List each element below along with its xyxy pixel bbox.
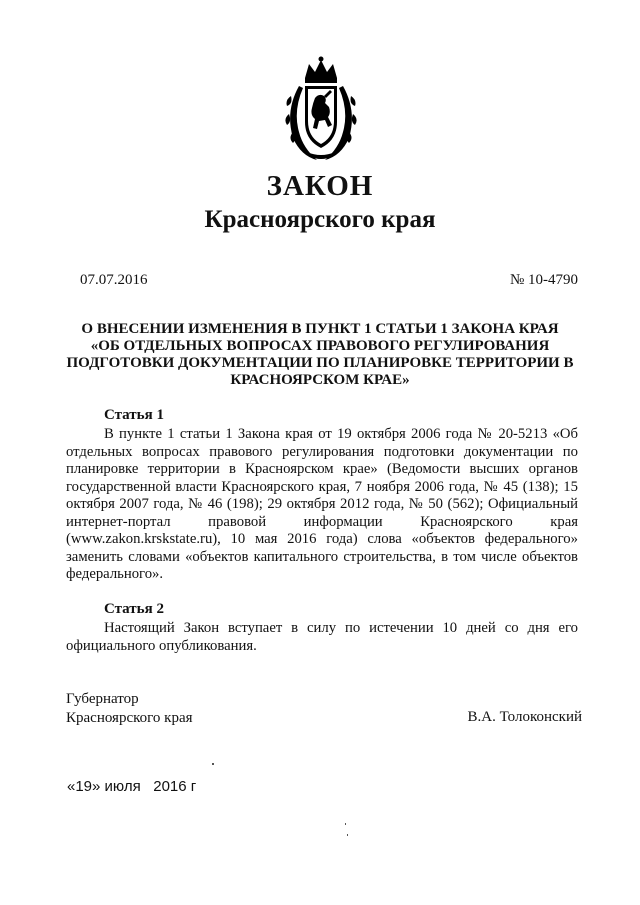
law-date: 07.07.2016	[80, 272, 148, 288]
signatory-position	[66, 690, 193, 728]
signing-date-year: 2016 г	[153, 778, 197, 795]
article-1-line: государственной власти Красноярского края, 7 ноября 2006 года, № 45 (138); 15	[66, 478, 578, 495]
scan-speck	[345, 823, 346, 825]
article-1-line: В пункте 1 статьи 1 Закона края от 19 октября 2006 года № 20-5213 «Об	[104, 426, 578, 442]
signing-date	[67, 778, 196, 795]
krasnoyarsk-coat-of-arms-icon	[283, 56, 359, 164]
law-number: № 10-4790	[509, 272, 578, 288]
scan-speck	[212, 763, 214, 765]
article-1-text	[66, 426, 578, 584]
signing-date-day: «19»	[67, 778, 101, 795]
law-heading	[62, 321, 578, 389]
document-type-title: ЗАКОН	[266, 170, 374, 202]
signatory-position-line: Губернатор	[66, 691, 139, 707]
article-1-line: отдельных вопросах правового регулирования подготовки документации по	[66, 443, 578, 460]
article-2-line: Настоящий Закон вступает в силу по истечении 10 дней со дня его	[104, 620, 578, 636]
scan-speck	[347, 834, 348, 836]
article-1-title: Статья 1	[104, 407, 164, 423]
article-1-line: (www.zakon.krskstate.ru), 10 мая 2016 года) слова «объектов федерального»	[66, 531, 578, 547]
heading-line: О ВНЕСЕНИИ ИЗМЕНЕНИЯ В ПУНКТ 1 СТАТЬИ 1 ЗАКОНА КРАЯ	[81, 321, 559, 337]
heading-line: КРАСНОЯРСКОМ КРАЕ»	[230, 372, 410, 388]
signatory-position-line: Красноярского края	[66, 710, 193, 726]
article-2-title: Статья 2	[104, 601, 164, 617]
signing-date-month: июля	[104, 778, 141, 795]
article-1-line: планировке территории в Красноярском крае» (Ведомости высших органов	[66, 461, 578, 477]
article-1-line: октября 2007 года, № 46 (198); 29 октября 2012 года, № 50 (562); Официальный	[66, 496, 578, 512]
article-2-text	[66, 620, 578, 655]
article-1-line: федерального».	[66, 566, 164, 582]
heading-line: «ОБ ОТДЕЛЬНЫХ ВОПРОСАХ ПРАВОВОГО РЕГУЛИРОВАНИЯ	[90, 338, 550, 354]
issuing-region-subtitle: Красноярского края	[204, 206, 436, 233]
signatory-name: В.А. Толоконский	[467, 709, 582, 725]
article-1-line: интернет-портал правовой информации Красноярского края	[66, 513, 578, 530]
heading-line: ПОДГОТОВКИ ДОКУМЕНТАЦИИ ПО ПЛАНИРОВКЕ ТЕРРИТОРИИ В	[66, 355, 574, 371]
article-2-line: официального опубликования.	[66, 637, 257, 654]
article-1-line: заменить словами «объектов капитального строительства, в том числе объектов	[66, 548, 578, 565]
